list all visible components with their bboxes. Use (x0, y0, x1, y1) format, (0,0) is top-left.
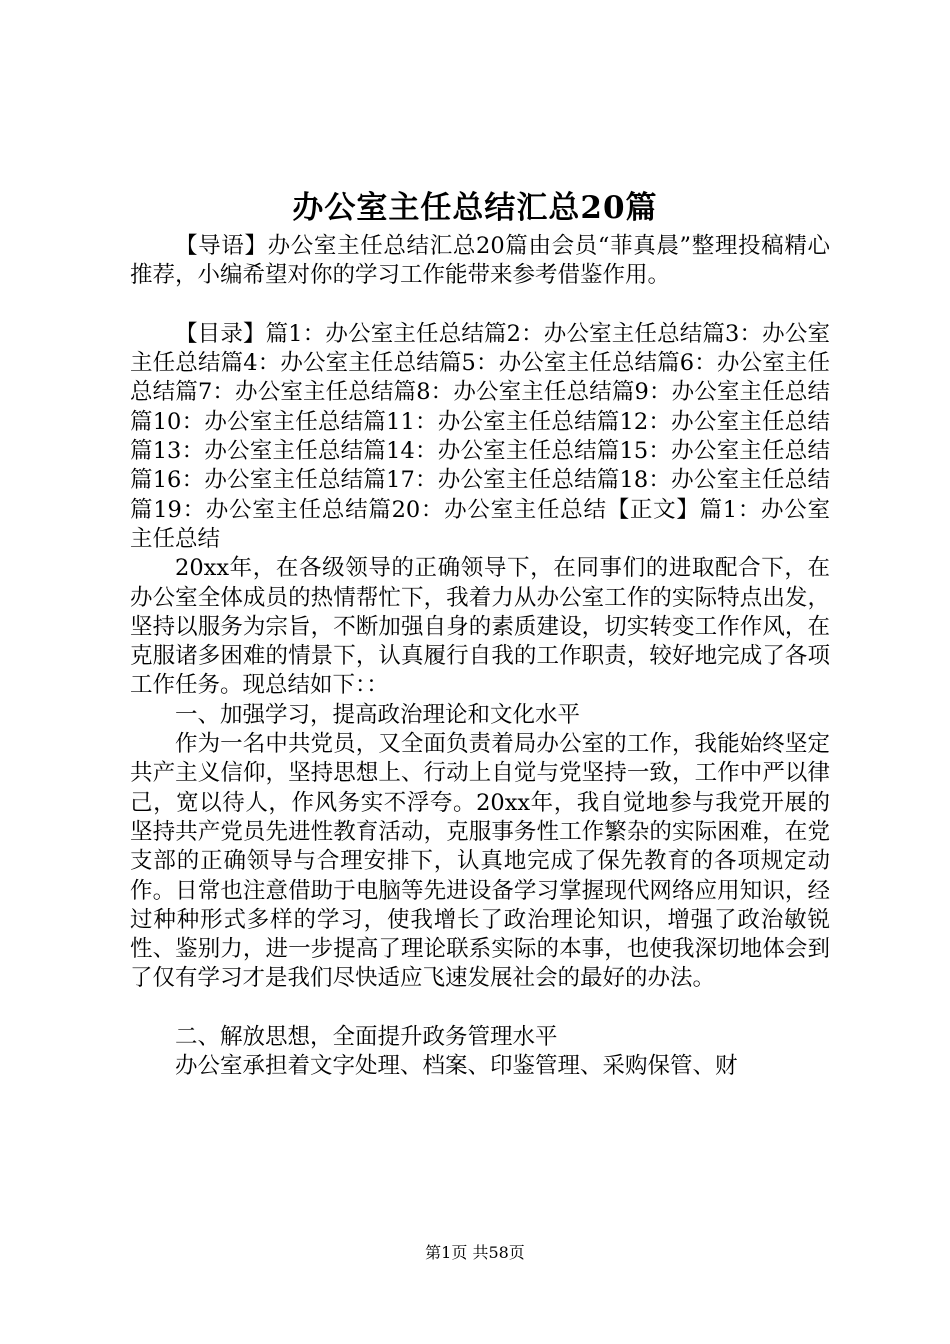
section-heading: 二、解放思想，全面提升政务管理水平 (175, 1024, 558, 1051)
document-title: 办公室主任总结汇总20篇 (292, 190, 658, 226)
table-of-contents-paragraph: 【目录】篇1：办公室主任总结篇2：办公室主任总结篇3：办公室主任总结篇4：办公室主任总结篇5：办公室主任总结篇6：办公室主任总结篇7：办公室主任总结篇8：办公室主任总结篇9：办公室主任总结篇10：办公室主任总结篇11：办公室主任总结篇12：办公室主任总结篇13：办公室主任总结篇14：办公室主任总结篇15：办公室主任总结篇16：办公室主任总结篇17：办公室主任总结篇18：办公室主任总结篇19：办公室主任总结篇20：办公室主任总结【正文】篇1：办公室主任总结 (130, 320, 830, 552)
document-body (130, 232, 830, 1082)
page-number-footer: 第1页 共58页 (425, 1243, 525, 1262)
body-paragraph: 作为一名中共党员，又全面负责着局办公室的工作，我能始终坚定共产主义信仰，坚持思想上、行动上自觉与党坚持一致，工作中严以律己，宽以待人，作风务实不浮夸。20xx年，我自觉地参与我党开展的坚持共产党员先进性教育活动，克服事务性工作繁杂的实际困难，在党支部的正确领导与合理安排下，认真地完成了保先教育的各项规定动作。日常也注意借助于电脑等先进设备学习掌握现代网络应用知识，经过种种形式多样的学习，使我增长了政治理论知识，增强了政治敏锐性、鉴别力，进一步提高了理论联系实际的本事，也使我深切地体会到了仅有学习才是我们尽快适应飞速发展社会的最好的办法。 (130, 731, 830, 992)
section-heading: 一、加强学习，提高政治理论和文化水平 (175, 701, 581, 728)
body-paragraph: 20xx年，在各级领导的正确领导下，在同事们的进取配合下，在办公室全体成员的热情帮忙下，我着力从办公室工作的实际特点出发，坚持以服务为宗旨，不断加强自身的素质建设，切实转变工作作风，在克服诸多困难的情景下，认真履行自我的工作职责，较好地完成了各项工作任务。现总结如下：： (130, 555, 830, 699)
body-paragraph: 办公室承担着文字处理、档案、印鉴管理、采购保管、财 (175, 1053, 738, 1080)
intro-paragraph: 【导语】办公室主任总结汇总20篇由会员“菲真晨”整理投稿精心推荐，小编希望对你的学习工作能带来参考借鉴作用。 (130, 233, 830, 289)
